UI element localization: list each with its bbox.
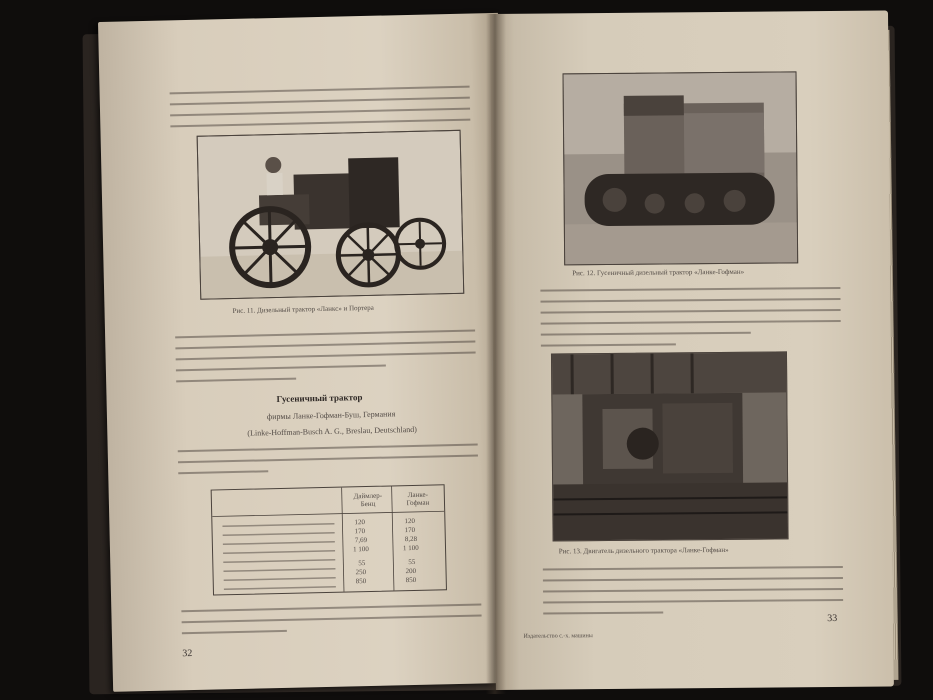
text-block-right-top [540,287,841,356]
table-header-col2: Ланке-Гофман [406,490,430,508]
table-header-col1: Даймлер-Бенц [353,491,383,509]
table-cell: 1 100 [402,543,419,553]
figure-13-photo [551,351,789,541]
table-cell: 200 [405,566,417,576]
table-cell: 8,28 [404,534,418,544]
section-heading: Гусеничный трактор [276,392,363,405]
table-cell: 170 [354,527,366,536]
table-cell: 55 [408,557,416,567]
text-block-intro [178,443,479,483]
table-cell: 120 [404,516,415,526]
table-cell: 120 [354,518,366,527]
table-cell: 170 [404,525,416,535]
specs-table [211,484,447,595]
table-cell: 7,69 [354,536,368,545]
table-cell: 55 [358,559,366,568]
table-cell: 1 100 [352,544,369,554]
right-page [490,11,894,690]
text-block-middle [175,330,476,392]
right-page-number: 33 [827,612,838,625]
table-cell: 250 [355,568,367,577]
text-block-top [170,86,471,137]
text-block-right-bottom [543,566,843,624]
section-subheading: фирмы Ланке-Гофман-Буш, Германия [266,409,396,422]
company-name: (Linke-Hoffman-Busch A. G., Breslau, Deutschland) [247,424,418,438]
figure-11-caption: Рис. 11. Дизельный трактор «Ланкс» и Портера [232,303,374,316]
figure-11-photo [197,130,465,300]
figure-12-photo [563,71,799,265]
table-cell: 850 [405,575,417,585]
book-gutter [486,14,506,694]
figure-12-caption: Рис. 12. Гусеничный дизельный трактор «Ланке-Гофман» [572,267,745,278]
footer-note: Издательство с.-х. машины [523,633,593,640]
left-page [98,13,513,692]
left-page-number: 32 [182,648,193,660]
text-block-bottom [181,603,482,643]
table-cell: 850 [355,577,367,586]
figure-13-caption: Рис. 13. Двигатель дизельного трактора «Ланке-Гофман» [558,545,729,556]
